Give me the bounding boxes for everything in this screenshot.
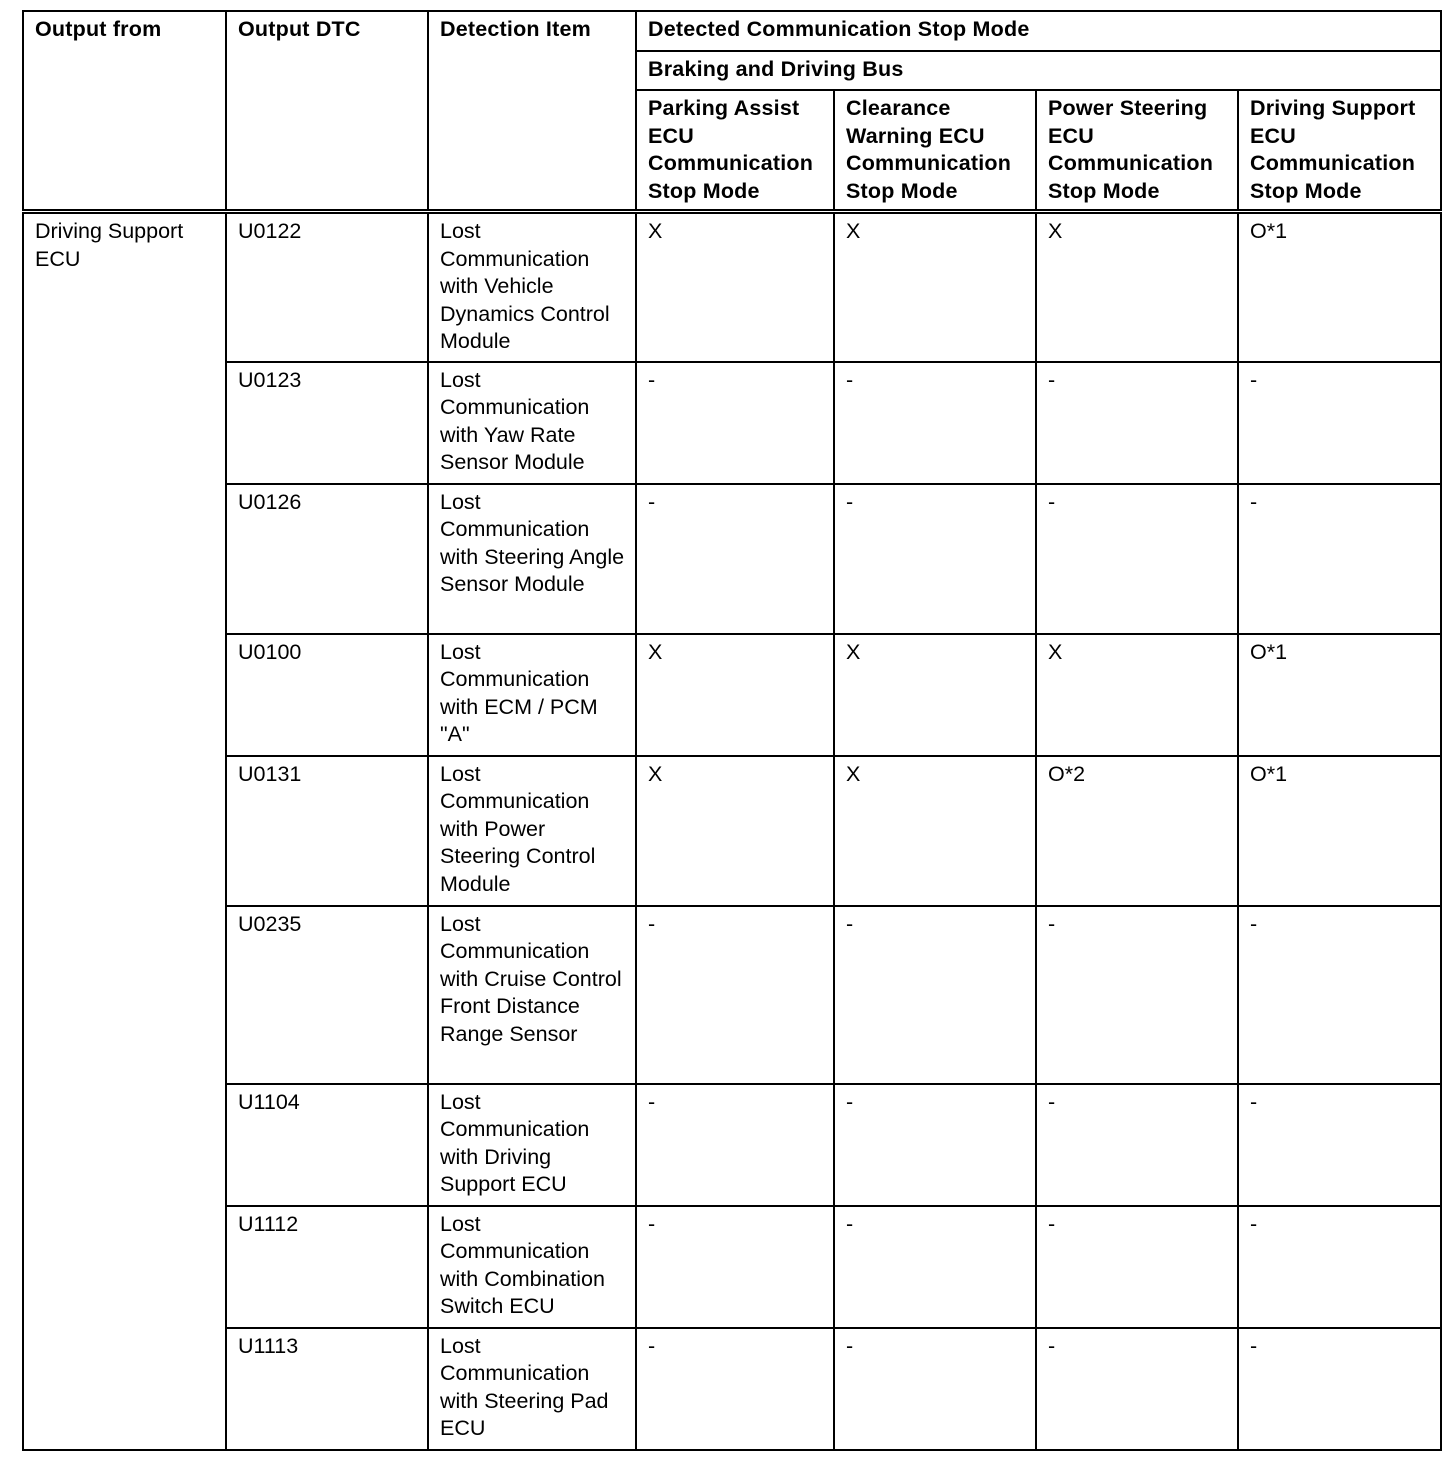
table-row: [23, 362, 1441, 484]
parking-assist-value: -: [636, 484, 834, 634]
driving-support-value: -: [1238, 1328, 1441, 1450]
power-steering-value: -: [1036, 484, 1238, 634]
output-from-cell: Driving Support ECU: [23, 212, 226, 1450]
parking-assist-value: -: [636, 906, 834, 1084]
parking-assist-value: -: [636, 362, 834, 484]
clearance-warning-value: -: [834, 1084, 1036, 1206]
table-row: [23, 484, 1441, 634]
driving-support-value: O*1: [1238, 212, 1441, 362]
power-steering-value: X: [1036, 212, 1238, 362]
detection-item: Lost Communication with Driving Support ECU: [428, 1084, 636, 1206]
parking-assist-value: X: [636, 212, 834, 362]
parking-assist-value: -: [636, 1328, 834, 1450]
driving-support-value: O*1: [1238, 634, 1441, 756]
clearance-warning-value: -: [834, 1328, 1036, 1450]
detection-item: Lost Communication with Power Steering Control Module: [428, 756, 636, 906]
driving-support-value: -: [1238, 906, 1441, 1084]
clearance-warning-value: X: [834, 634, 1036, 756]
detection-item: Lost Communication with Combination Switch ECU: [428, 1206, 636, 1328]
clearance-warning-value: -: [834, 362, 1036, 484]
table-row: [23, 1206, 1441, 1328]
table-row: [23, 756, 1441, 906]
dtc-code: U1112: [226, 1206, 428, 1328]
parking-assist-value: -: [636, 1206, 834, 1328]
dtc-code: U0123: [226, 362, 428, 484]
driving-support-value: -: [1238, 1084, 1441, 1206]
header-braking-driving-bus: Braking and Driving Bus: [636, 51, 1441, 90]
table-row: [23, 634, 1441, 756]
power-steering-value: -: [1036, 906, 1238, 1084]
header-detected-communication-stop-mode: Detected Communication Stop Mode: [636, 11, 1441, 51]
table-row: [23, 906, 1441, 1084]
dtc-code: U0122: [226, 212, 428, 362]
parking-assist-value: X: [636, 634, 834, 756]
dtc-code: U1113: [226, 1328, 428, 1450]
driving-support-value: -: [1238, 362, 1441, 484]
detection-item: Lost Communication with Cruise Control Front Distance Range Sensor: [428, 906, 636, 1084]
detection-item: Lost Communication with Vehicle Dynamics Control Module: [428, 212, 636, 362]
dtc-code: U1104: [226, 1084, 428, 1206]
header-parking-assist-ecu: Parking Assist ECU Communication Stop Mode: [636, 90, 834, 212]
power-steering-value: -: [1036, 1328, 1238, 1450]
clearance-warning-value: X: [834, 756, 1036, 906]
driving-support-value: -: [1238, 484, 1441, 634]
clearance-warning-value: -: [834, 906, 1036, 1084]
clearance-warning-value: -: [834, 1206, 1036, 1328]
power-steering-value: X: [1036, 634, 1238, 756]
driving-support-value: -: [1238, 1206, 1441, 1328]
header-driving-support-ecu: Driving Support ECU Communication Stop Mode: [1238, 90, 1441, 212]
table-row: [23, 212, 1441, 362]
header-power-steering-ecu: Power Steering ECU Communication Stop Mode: [1036, 90, 1238, 212]
dtc-code: U0131: [226, 756, 428, 906]
header-output-from: Output from: [23, 11, 226, 212]
power-steering-value: -: [1036, 362, 1238, 484]
table-row: [23, 1328, 1441, 1450]
power-steering-value: O*2: [1036, 756, 1238, 906]
dtc-code: U0100: [226, 634, 428, 756]
driving-support-value: O*1: [1238, 756, 1441, 906]
power-steering-value: -: [1036, 1084, 1238, 1206]
parking-assist-value: X: [636, 756, 834, 906]
detection-item: Lost Communication with Steering Pad ECU: [428, 1328, 636, 1450]
header-clearance-warning-ecu: Clearance Warning ECU Communication Stop Mode: [834, 90, 1036, 212]
header-output-dtc: Output DTC: [226, 11, 428, 212]
header-row-1: [23, 11, 1441, 51]
clearance-warning-value: -: [834, 484, 1036, 634]
parking-assist-value: -: [636, 1084, 834, 1206]
detection-item: Lost Communication with Steering Angle Sensor Module: [428, 484, 636, 634]
power-steering-value: -: [1036, 1206, 1238, 1328]
detection-item: Lost Communication with ECM / PCM "A": [428, 634, 636, 756]
dtc-code: U0235: [226, 906, 428, 1084]
clearance-warning-value: X: [834, 212, 1036, 362]
table-body: [23, 212, 1441, 1450]
dtc-code: U0126: [226, 484, 428, 634]
dtc-communication-stop-table: [22, 10, 1442, 1451]
detection-item: Lost Communication with Yaw Rate Sensor Module: [428, 362, 636, 484]
table-row: [23, 1084, 1441, 1206]
header-detection-item: Detection Item: [428, 11, 636, 212]
